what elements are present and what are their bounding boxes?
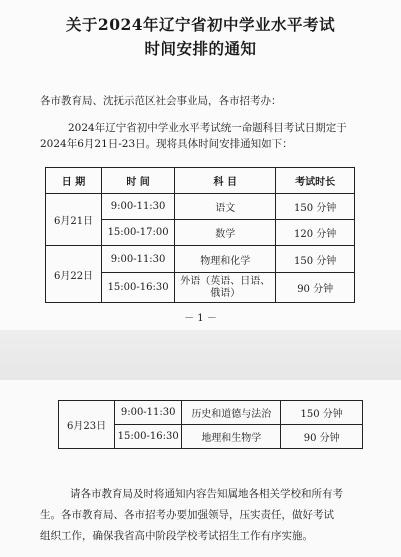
subject-text-line2: 俄语） bbox=[210, 287, 241, 299]
date-cell: 6月23日 bbox=[59, 401, 115, 449]
exam-schedule-table bbox=[45, 167, 355, 303]
header-subject: 科 目 bbox=[175, 168, 276, 194]
page-separator bbox=[0, 330, 401, 380]
closing-paragraph-line1: 请各市教育局及时将通知内容告知属地各相关学校和所有考 bbox=[70, 488, 343, 500]
subject-cell: 数学 bbox=[175, 220, 276, 246]
notice-title-line1: 关于2024年辽宁省初中学业水平考试 bbox=[65, 15, 336, 34]
date-cell: 6月21日 bbox=[46, 194, 102, 246]
subject-cell: 地理和生物学 bbox=[182, 425, 281, 449]
time-cell: 15:00-16:30 bbox=[115, 425, 182, 449]
time-cell: 9:00-11:30 bbox=[115, 401, 182, 425]
time-cell: 9:00-11:30 bbox=[102, 246, 175, 273]
subject-cell: 物理和化学 bbox=[175, 246, 276, 273]
table-row bbox=[46, 246, 355, 273]
duration-cell: 150 分钟 bbox=[276, 194, 355, 220]
duration-cell: 150 分钟 bbox=[276, 246, 355, 273]
subject-cell: 语文 bbox=[175, 194, 276, 220]
subject-cell: 历史和道德与法治 bbox=[182, 401, 281, 425]
date-cell: 6月22日 bbox=[46, 246, 102, 303]
subject-text-line1: 外语（英语、日语、 bbox=[180, 275, 271, 287]
addressee-line: 各市教育局、沈抚示范区社会事业局，各市招考办： bbox=[40, 95, 282, 107]
table-header-row bbox=[46, 168, 355, 194]
duration-cell: 120 分钟 bbox=[276, 220, 355, 246]
closing-paragraph-line3: 组织工作，确保我省高中阶段学校考试招生工作有序实施。 bbox=[40, 530, 313, 542]
page-number: － 1 － bbox=[184, 313, 217, 324]
header-date: 日 期 bbox=[46, 168, 102, 194]
closing-paragraph-line2: 生。各市教育局、各市招考办要加强领导，压实责任，做好考试 bbox=[40, 509, 334, 521]
time-cell: 15:00-16:30 bbox=[102, 273, 175, 303]
time-cell: 9:00-11:30 bbox=[102, 194, 175, 220]
table-row bbox=[59, 401, 363, 425]
duration-cell: 90 分钟 bbox=[281, 425, 363, 449]
table-row bbox=[46, 194, 355, 220]
body-paragraph-line1: 2024年辽宁省初中学业水平考试统一命题科目考试日期定于 bbox=[68, 122, 347, 134]
time-cell: 15:00-17:00 bbox=[102, 220, 175, 246]
header-time: 时 间 bbox=[102, 168, 175, 194]
duration-cell: 90 分钟 bbox=[276, 273, 355, 303]
header-duration: 考试时长 bbox=[276, 168, 355, 194]
body-paragraph-line2: 2024年6月21日-23日。现将具体时间安排通知如下： bbox=[40, 138, 293, 150]
notice-title-line2: 时间安排的通知 bbox=[144, 39, 257, 58]
duration-cell: 150 分钟 bbox=[281, 401, 363, 425]
subject-cell bbox=[175, 273, 276, 303]
exam-schedule-table-continued bbox=[58, 400, 363, 449]
